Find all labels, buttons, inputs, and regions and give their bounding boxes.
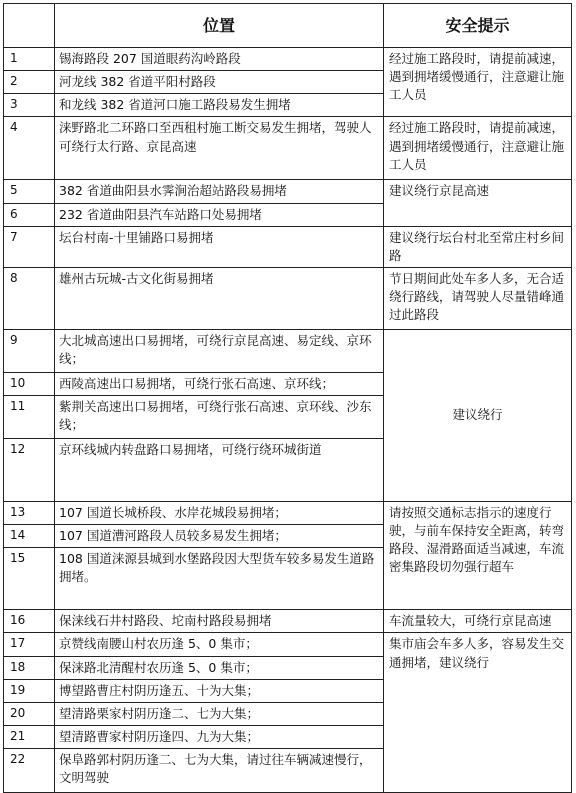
row-number: 22 xyxy=(4,749,55,793)
row-number: 14 xyxy=(4,525,55,548)
row-number: 3 xyxy=(4,94,55,117)
row-number: 1 xyxy=(4,48,55,71)
row-number: 17 xyxy=(4,633,55,656)
table-row xyxy=(4,180,572,203)
row-location: 涞野路北二环路口至西租村施工断交易发生拥堵，驾驶人可绕行太行路、京昆高速 xyxy=(55,117,384,180)
row-number: 9 xyxy=(4,329,55,372)
table-header-row xyxy=(4,4,572,48)
traffic-safety-table-container xyxy=(3,3,571,787)
row-location: 大北城高速出口易拥堵，可绕行京昆高速、易定线、京环线； xyxy=(55,329,384,372)
row-safety-tip: 节日期间此处车多人多，无合适绕行路线，请驾驶人尽量错峰通过此路段 xyxy=(384,267,572,329)
table-row xyxy=(4,117,572,180)
row-safety-tip: 建议绕行 xyxy=(384,329,572,501)
table-row xyxy=(4,226,572,267)
row-location: 望清路曹家村阴历逢四、九为大集； xyxy=(55,725,384,748)
header-safety-tip: 安全提示 xyxy=(384,4,572,48)
table-row xyxy=(4,329,572,372)
row-location: 京环线城内转盘路口易拥堵，可绕行绕环城街道 xyxy=(55,439,384,502)
row-number: 6 xyxy=(4,203,55,226)
row-number: 4 xyxy=(4,117,55,180)
row-location: 382 省道曲阳县水霁涧治超站路段易拥堵 xyxy=(55,180,384,203)
row-location: 保涞线石井村路段、坨南村路段易拥堵 xyxy=(55,610,384,633)
row-location: 雄州古玩城-古文化街易拥堵 xyxy=(55,267,384,329)
header-location: 位置 xyxy=(55,4,384,48)
row-number: 19 xyxy=(4,679,55,702)
row-safety-tip: 集市庙会车多人多，容易发生交通拥堵，建议绕行 xyxy=(384,633,572,793)
table-row xyxy=(4,267,572,329)
row-location: 107 国道漕河路段人员较多易发生拥堵； xyxy=(55,525,384,548)
traffic-safety-table xyxy=(3,3,572,793)
row-location: 博望路曹庄村阴历逢五、十为大集； xyxy=(55,679,384,702)
row-safety-tip: 请按照交通标志指示的速度行驶，与前车保持安全距离，转弯路段、湿滑路面适当减速，车流密集路段切勿强行超车 xyxy=(384,502,572,610)
row-location: 锡海路段 207 国道眼药沟岭路段 xyxy=(55,48,384,71)
row-number: 11 xyxy=(4,396,55,439)
row-location: 望清路栗家村阴历逢二、七为大集； xyxy=(55,702,384,725)
row-safety-tip: 建议绕行坛台村北至常庄村乡间路 xyxy=(384,226,572,267)
row-number: 20 xyxy=(4,702,55,725)
table-row xyxy=(4,48,572,71)
table-row xyxy=(4,610,572,633)
row-number: 18 xyxy=(4,656,55,679)
row-safety-tip: 经过施工路段时，请提前减速，遇到拥堵缓慢通行，注意避让施工人员 xyxy=(384,48,572,117)
row-location: 保涞路北清醒村农历逢 5、0 集市； xyxy=(55,656,384,679)
row-location: 107 国道长城桥段、水岸花城段易拥堵； xyxy=(55,502,384,525)
row-location: 西陵高速出口易拥堵，可绕行张石高速、京环线； xyxy=(55,372,384,395)
row-number: 15 xyxy=(4,548,55,610)
row-location: 京赞线南腰山村农历逢 5、0 集市； xyxy=(55,633,384,656)
row-location: 和龙线 382 省道河口施工路段易发生拥堵 xyxy=(55,94,384,117)
row-location: 232 省道曲阳县汽车站路口处易拥堵 xyxy=(55,203,384,226)
row-number: 8 xyxy=(4,267,55,329)
row-number: 12 xyxy=(4,439,55,502)
row-number: 13 xyxy=(4,502,55,525)
row-location: 坛台村南-十里铺路口易拥堵 xyxy=(55,226,384,267)
row-number: 16 xyxy=(4,610,55,633)
row-safety-tip: 建议绕行京昆高速 xyxy=(384,180,572,226)
row-location: 108 国道涞源县城到水堡路段因大型货车较多易发生道路拥堵。 xyxy=(55,548,384,610)
table-row xyxy=(4,502,572,525)
row-safety-tip: 经过施工路段时，请提前减速，遇到拥堵缓慢通行，注意避让施工人员 xyxy=(384,117,572,180)
row-number: 21 xyxy=(4,725,55,748)
row-location: 紫荆关高速出口易拥堵，可绕行张石高速、京环线、沙东线； xyxy=(55,396,384,439)
row-safety-tip: 车流量较大，可绕行京昆高速 xyxy=(384,610,572,633)
table-row xyxy=(4,633,572,656)
row-number: 7 xyxy=(4,226,55,267)
header-number xyxy=(4,4,55,48)
row-number: 10 xyxy=(4,372,55,395)
row-location: 河龙线 382 省道平阳村路段 xyxy=(55,71,384,94)
row-number: 2 xyxy=(4,71,55,94)
row-location: 保阜路郭村阴历逢二、七为大集，请过往车辆减速慢行，文明驾驶 xyxy=(55,749,384,793)
row-number: 5 xyxy=(4,180,55,203)
